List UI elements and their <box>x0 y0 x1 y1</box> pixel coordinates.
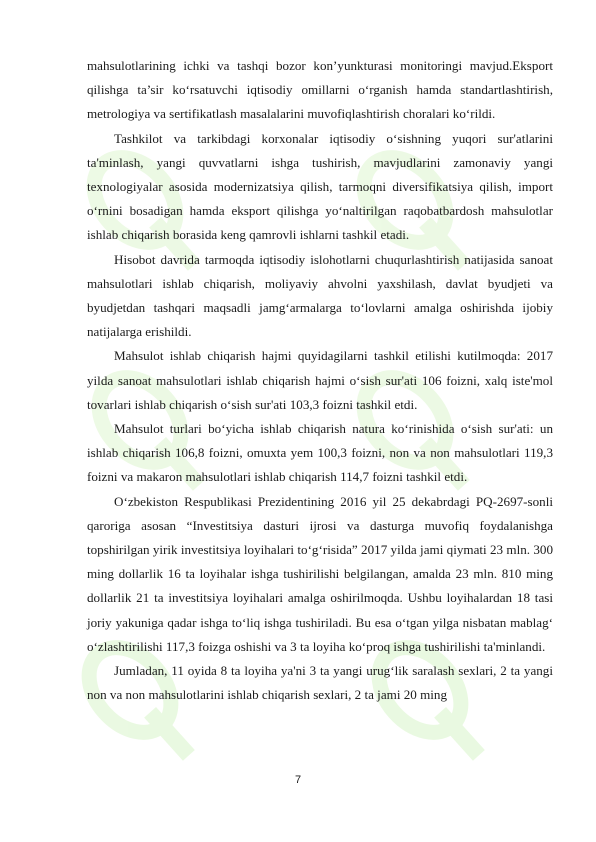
paragraph: Jumladan, 11 oyida 8 ta loyiha ya'ni 3 ta yangi urug‘lik saralash sexlari, 2 ta yangi non va non mahsulotlarini ishlab chiqarish sexlari, 2 ta jami 20 ming <box>87 663 553 703</box>
document-body <box>87 54 553 707</box>
paragraph: Mahsulot turlari bo‘yicha ishlab chiqarish natura ko‘rinishida o‘sish sur'ati: un ishlab chiqarish 106,8 foizni, omuxta yem 100,3 foizni, non va non mahsulotlari 119,3 foizni va makaron mahsulotlari ishlab chiqarish 114,7 foizni tashkil etdi. <box>87 421 553 485</box>
paragraph: Mahsulot ishlab chiqarish hajmi quyidagilarni tashkil etilishi kutilmoqda: 2017 yilda sanoat mahsulotlari ishlab chiqarish hajmi o‘sish sur'ati 106 foizni, xalq iste'mol tovarlari ishlab chiqarish o‘sish sur'ati 103,3 foizni tashkil etdi. <box>87 348 553 412</box>
page-number: 7 <box>294 774 302 786</box>
paragraph: mahsulotlarining ichki va tashqi bozor kon’yunkturasi monitoringi mavjud.Eksport qilishga ta’sir ko‘rsatuvchi iqtisodiy omillarni o‘rganish hamda standartlashtirish, metrologiya va sertifikatlash masalalarini muvofiqlashtirish choralari ko‘rildi. <box>87 58 553 122</box>
paragraph: Hisobot davrida tarmoqda iqtisodiy islohotlarni chuqurlashtirish natijasida sanoat mahsulotlari ishlab chiqarish, moliyaviy ahvolni yaxshilash, davlat byudjeti va byudjetdan tashqari maqsadli jamg‘armalarga to‘lovlarni amalga oshirishda ijobiy natijalarga erishildi. <box>87 251 553 340</box>
paragraph: Tashkilot va tarkibdagi korxonalar iqtisodiy o‘sishning yuqori sur'atlarini ta'minlash, yangi quvvatlarni ishga tushirish, mavjudlarini zamonaviy yangi texnologiyalar asosida modernizatsiya qilish, tarmoqni diversifikatsiya qilish, import o‘rnini bosadigan hamda eksport qilishga yo‘naltirilgan raqobatbardosh mahsulotlar ishlab chiqarish borasida keng qamrovli ishlarni tashkil etadi. <box>87 130 553 243</box>
paragraph: O‘zbekiston Respublikasi Prezidentining 2016 yil 25 dekabrdagi PQ-2697-sonli qaroriga asosan “Investitsiya dasturi ijrosi va dasturga muvofiq foydalanishga topshirilgan yirik investitsiya loyihalari to‘g‘risida” 2017 yilda jami qiymati 23 mln. 300 ming dollarlik 16 ta loyihalar ishga tushirilishi belgilangan, amalda 23 mln. 810 ming dollarlik 21 ta investitsiya loyihalari amalga oshirilmoqda. Ushbu loyihalardan 18 tasi joriy yakuniga qadar ishga to‘liq ishga tushiriladi. Bu esa o‘tgan yilga nisbatan mablag‘ o‘zlashtirilishi 117,3 foizga oshishi va 3 ta loyiha ko‘proq ishga tushirilishi ta'minlandi. <box>87 493 553 654</box>
